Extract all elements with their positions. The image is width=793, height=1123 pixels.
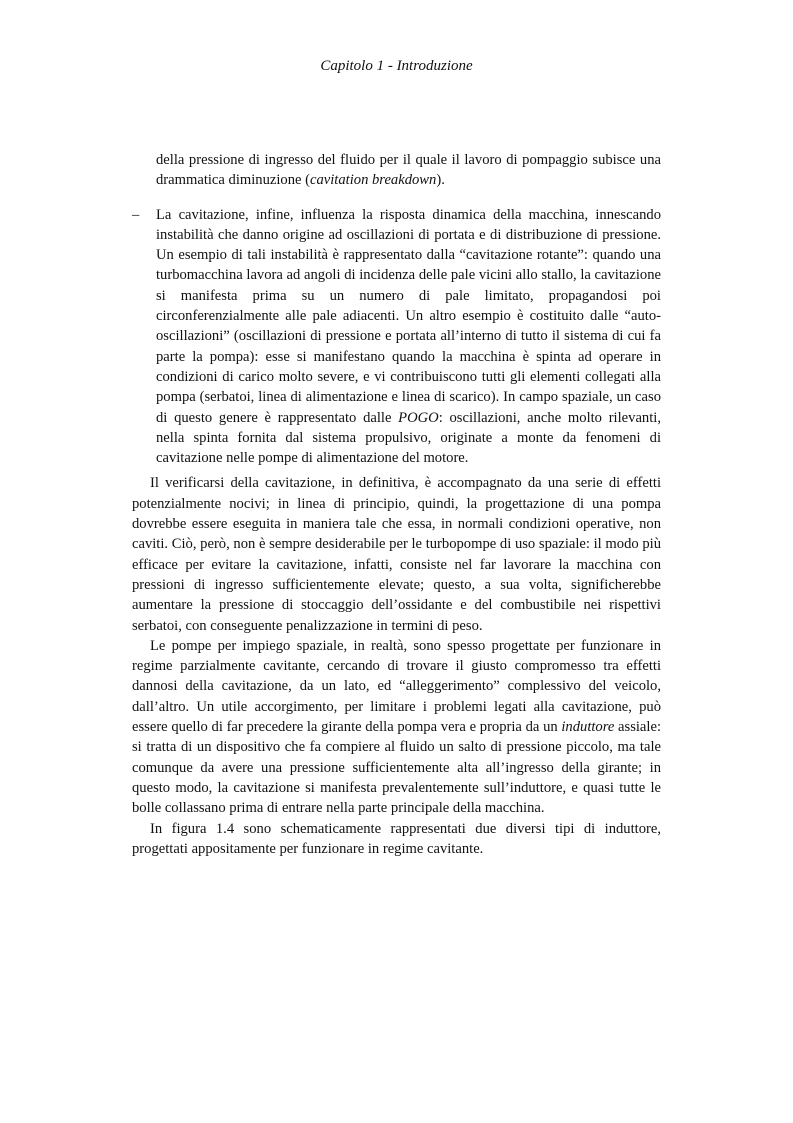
page-header: Capitolo 1 - Introduzione [320,58,473,74]
continuation-paragraph [132,150,661,191]
bullet-item [132,205,661,469]
bullet-italic: POGO [398,409,439,426]
paragraph-2-text-end: assiale: si tratta di un dispositivo che fa compiere al fluido un salto di pressione piccolo, ma tale comunque da avere una pressione sufficientemente alta all’ingresso della girante; in questo modo, la cavitazione si manifesta prevalentemente sull’induttore, e quasi tutte le bolle collassano prima di entrare nella parte principale della macchina. [132,719,661,817]
continuation-text-end: ). [436,172,445,189]
dash-bullet-icon: – [132,206,140,223]
paragraph-2-italic: induttore [561,719,615,736]
paragraph-2 [132,636,661,819]
continuation-text: della pressione di ingresso del fluido per il quale il lavoro di pompaggio subisce una drammatica diminuzione ( [156,152,661,189]
paragraph-3: In figura 1.4 sono schematicamente rappresentati due diversi tipi di induttore, progettati appositamente per funzionare in regime cavitante. [132,820,661,857]
page-body [132,150,661,859]
bullet-text-end: : oscillazioni, anche molto rilevanti, nella spinta fornita dal sistema propulsivo, originate a monte da fenomeni di cavitazione nelle pompe di alimentazione del motore. [156,409,661,467]
continuation-italic: cavitation breakdown [310,172,437,189]
bullet-text: La cavitazione, infine, influenza la risposta dinamica della macchina, innescando instabilità che danno origine ad oscillazioni di portata e di distribuzione di pressione. Un esempio di tali instabilità è rappresentato dalla “cavitazione rotante”: quando una turbomacchina lavora ad angoli di incidenza delle pale vicini allo stallo, la cavitazione si manifesta prima su un numero di pale limitato, propagandosi poi circonferenzialmente alle pale adiacenti. Un altro esempio è costituito dalle “auto-oscillazioni” (oscillazioni di pressione e portata all’interno di tutto il sistema di cui fa parte la pompa): esse si manifestano quando la macchina è spinta ad operare in condizioni di carico molto severe, e vi contribuiscono tutti gli elementi collegati alla pompa (serbatoi, linea di alimentazione e linea di scarico). In campo spaziale, un caso di questo genere è rappresentato dalle [156,206,661,426]
paragraph-2-text: Le pompe per impiego spaziale, in realtà, sono spesso progettate per funzionare in regime parzialmente cavitante, cercando di trovare il giusto compromesso tra effetti dannosi della cavitazione, da un lato, ed “alleggerimento” complessivo del veicolo, dall’altro. Un utile accorgimento, per limitare i problemi legati alla cavitazione, può essere quello di far precedere la girante della pompa vera e propria da un [132,637,661,736]
paragraph-1: Il verificarsi della cavitazione, in definitiva, è accompagnato da una serie di effetti potenzialmente nocivi; in linea di principio, quindi, la progettazione di una pompa dovrebbe essere eseguita in maniera tale che essa, in normali condizioni operative, non caviti. Ciò, però, non è sempre desiderabile per le turbopompe di uso spaziale: il modo più efficace per evitare la cavitazione, infatti, consiste nel far lavorare la macchina con pressioni di ingresso sufficientemente elevate; questo, a sua volta, significherebbe aumentare la pressione di stoccaggio dell’ossidante e del combustibile nei rispettivi serbatoi, con conseguente penalizzazione in termini di peso. [132,475,661,634]
